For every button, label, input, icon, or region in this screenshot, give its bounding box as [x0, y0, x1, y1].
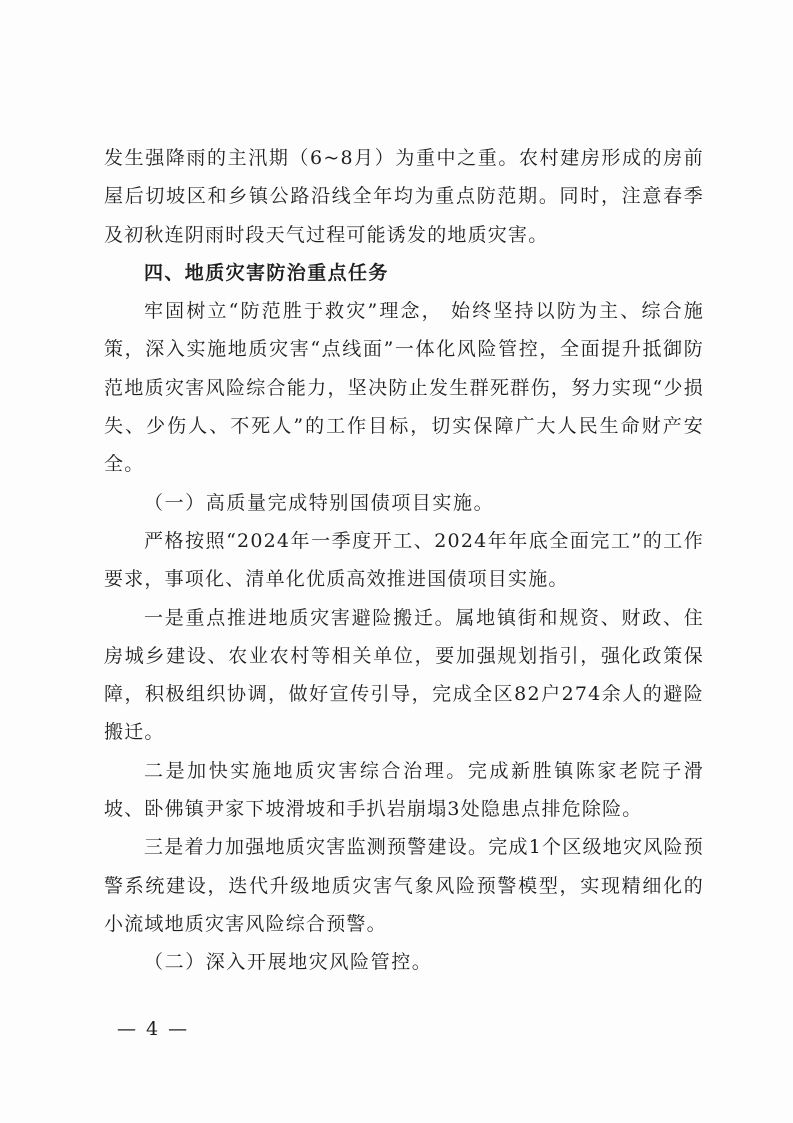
- paragraph-governance: 二是加快实施地质灾害综合治理。完成新胜镇陈家老院子滑坡、卧佛镇尹家下坡滑坡和手扒岩崩塌3处隐患点排危除险。: [104, 759, 704, 821]
- subheading-national-bond: （一）高质量完成特别国债项目实施。: [144, 491, 495, 514]
- page-number: — 4 —: [117, 1018, 190, 1040]
- paragraph-flood-season: 发生强降雨的主汛期（6~8月）为重中之重。农村建房形成的房前屋后切坡区和乡镇公路沿线全年均为重点防范期。同时，注意春季及初秋连阴雨时段天气过程可能诱发的地质灾害。: [104, 147, 704, 246]
- paragraph-relocation: 一是重点推进地质灾害避险搬迁。属地镇街和规资、财政、住房城乡建设、农业农村等相关单位，要加强规划指引，强化政策保障，积极组织协调，做好宣传引导，完成全区82户274余人的避险搬迁。: [104, 606, 704, 744]
- section-heading: 四、地质灾害防治重点任务: [144, 261, 389, 284]
- subheading-risk-control: （二）深入开展地灾风险管控。: [144, 951, 433, 974]
- document-body: [104, 139, 704, 982]
- paragraph-monitoring: 三是着力加强地质灾害监测预警建设。完成1个区级地灾风险预警系统建设，迭代升级地质灾害气象风险预警模型，实现精细化的小流域地质灾害风险综合预警。: [104, 836, 704, 935]
- paragraph-principle: 牢固树立“防范胜于救灾”理念， 始终坚持以防为主、综合施策，深入实施地质灾害“点线面”一体化风险管控，全面提升抵御防范地质灾害风险综合能力，坚决防止发生群死群伤，努力实现“少损失、少伤人、不死人”的工作目标，切实保障广大人民生命财产安全。: [104, 300, 704, 476]
- paragraph-bond-requirements: 严格按照“2024年一季度开工、2024年年底全面完工”的工作要求，事项化、清单化优质高效推进国债项目实施。: [104, 529, 704, 591]
